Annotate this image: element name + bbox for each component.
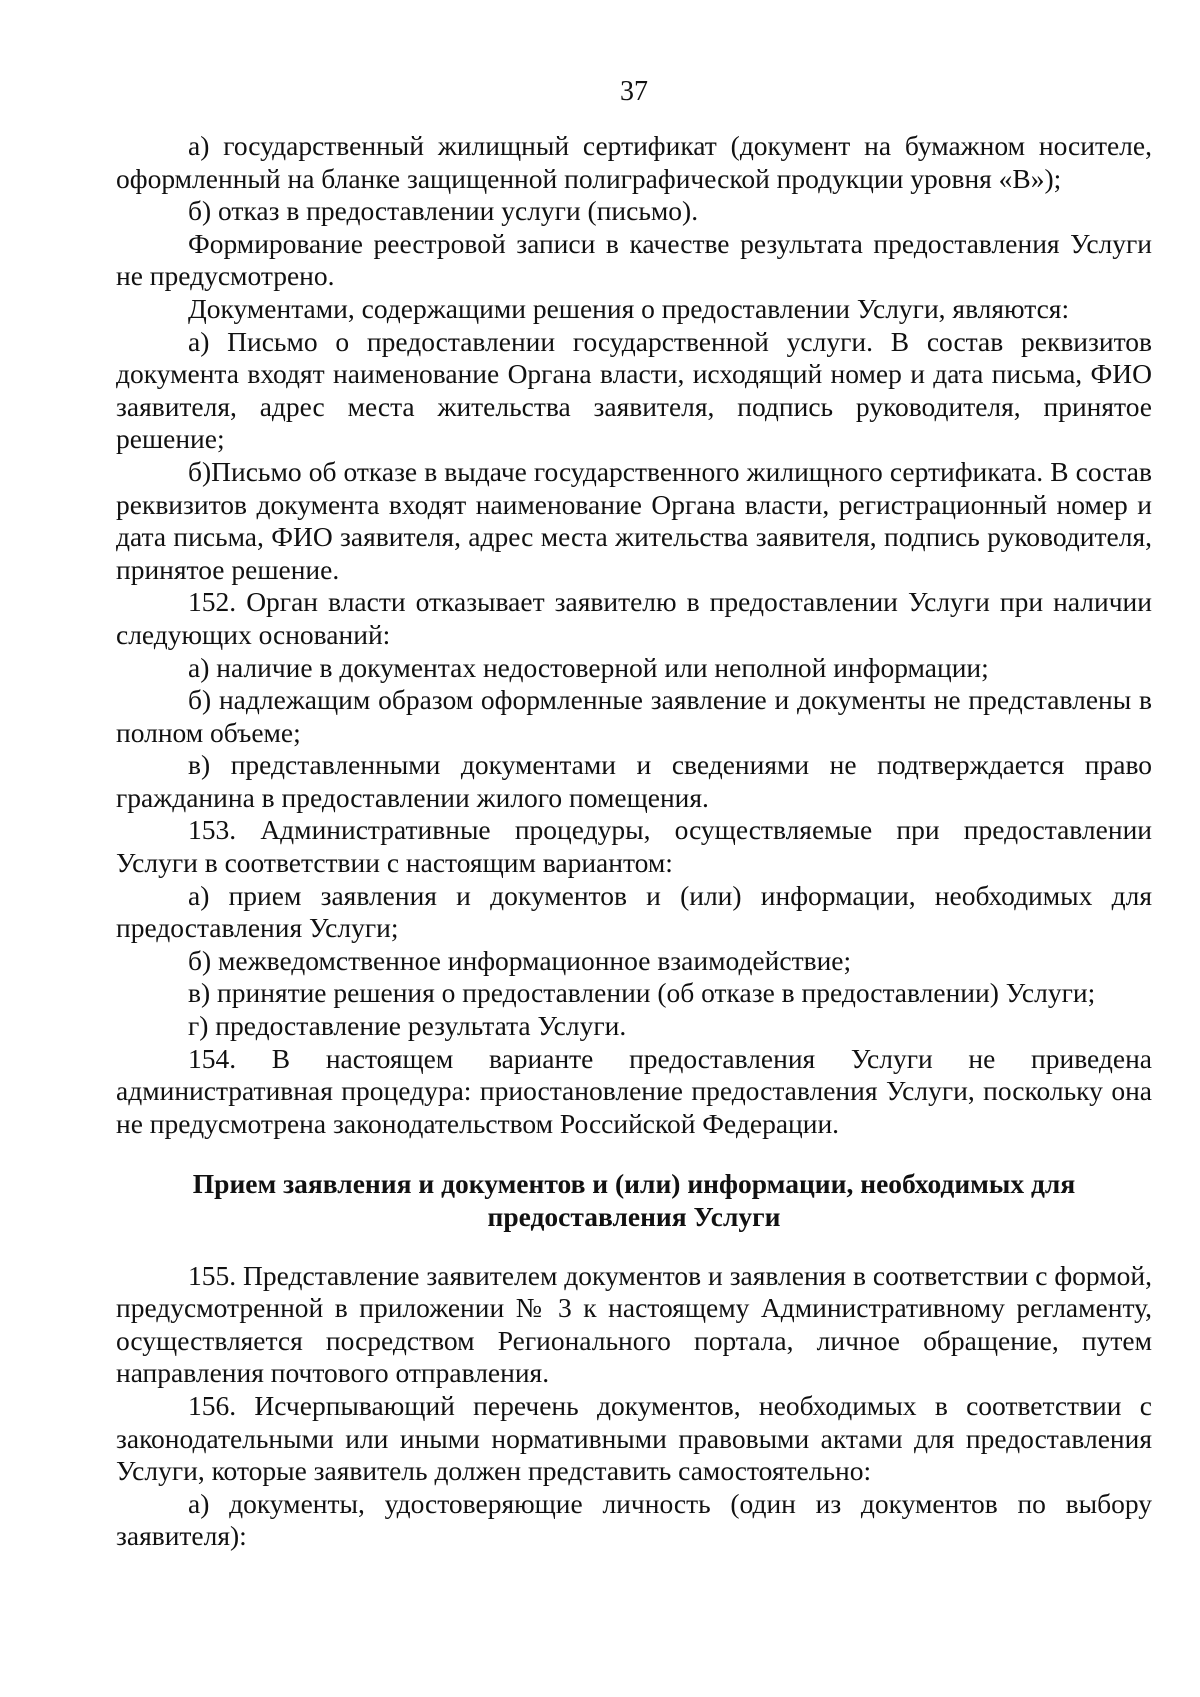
paragraph-registry-record: Формирование реестровой записи в качестве результата предоставления Услуги не предусмотрено.	[116, 227, 1152, 292]
paragraph-156: 156. Исчерпывающий перечень документов, необходимых в соответствии с законодательными или иными нормативными правовыми актами для предоставления Услуги, которые заявитель должен представить самостоятельно:	[116, 1389, 1152, 1487]
document-page	[116, 0, 1152, 1553]
paragraph-153: 153. Административные процедуры, осуществляемые при предоставлении Услуги в соответствии с настоящим вариантом:	[116, 814, 1152, 879]
paragraph-letter-refusal: б)Письмо об отказе в выдаче государственного жилищного сертификата. В состав реквизитов документа входят наименование Органа власти, регистрационный номер и дата письма, ФИО заявителя, адрес места жительства заявителя, подпись руководителя, принятое решение.	[116, 455, 1152, 585]
paragraph-letter-provision: а) Письмо о предоставлении государственной услуги. В состав реквизитов документа входят наименование Органа власти, исходящий номер и дата письма, ФИО заявителя, адрес места жительства заявителя, подпись руководителя, принятое решение;	[116, 325, 1152, 455]
paragraph-152: 152. Орган власти отказывает заявителю в предоставлении Услуги при наличии следующих оснований:	[116, 586, 1152, 650]
section-heading	[116, 1168, 1152, 1233]
paragraph-156-a: а) документы, удостоверяющие личность (один из документов по выбору заявителя):	[116, 1487, 1152, 1552]
paragraph-152-a: а) наличие в документах недостоверной или неполной информации;	[188, 651, 989, 683]
paragraph-result-refusal: б) отказ в предоставлении услуги (письмо).	[188, 195, 699, 227]
section-heading-line1: Прием заявления и документов и (или) информации, необходимых для	[192, 1168, 1076, 1200]
paragraph-153-v: в) принятие решения о предоставлении (об отказе в предоставлении) Услуги;	[188, 977, 1096, 1009]
paragraph-result-certificate: а) государственный жилищный сертификат (документ на бумажном носителе, оформленный на бланке защищенной полиграфической продукции уровня «В»);	[116, 130, 1152, 194]
paragraph-152-v: в) представленными документами и сведениями не подтверждается право гражданина в предоставлении жилого помещения.	[116, 749, 1152, 813]
paragraph-decision-documents: Документами, содержащими решения о предоставлении Услуги, являются:	[188, 292, 1070, 324]
paragraph-153-a: а) прием заявления и документов и (или) информации, необходимых для предоставления Услуги;	[116, 879, 1152, 944]
section-heading-line2: предоставления Услуги	[487, 1201, 781, 1232]
page-number: 37	[620, 76, 648, 107]
paragraph-153-g: г) предоставление результата Услуги.	[188, 1010, 627, 1042]
paragraph-153-b: б) межведомственное информационное взаимодействие;	[188, 944, 852, 976]
paragraph-155: 155. Представление заявителем документов и заявления в соответствии с формой, предусмотренной в приложении № 3 к настоящему Административному регламенту, осуществляется посредством Регионального портала, личное обращение, путем направления почтового отправления.	[116, 1259, 1152, 1389]
paragraph-152-b: б) надлежащим образом оформленные заявление и документы не представлены в полном объеме;	[116, 684, 1152, 748]
paragraph-154: 154. В настоящем варианте предоставления Услуги не приведена административная процедура: приостановление предоставления Услуги, поскольку она не предусмотрена законодательством Российской Федерации.	[116, 1042, 1152, 1139]
